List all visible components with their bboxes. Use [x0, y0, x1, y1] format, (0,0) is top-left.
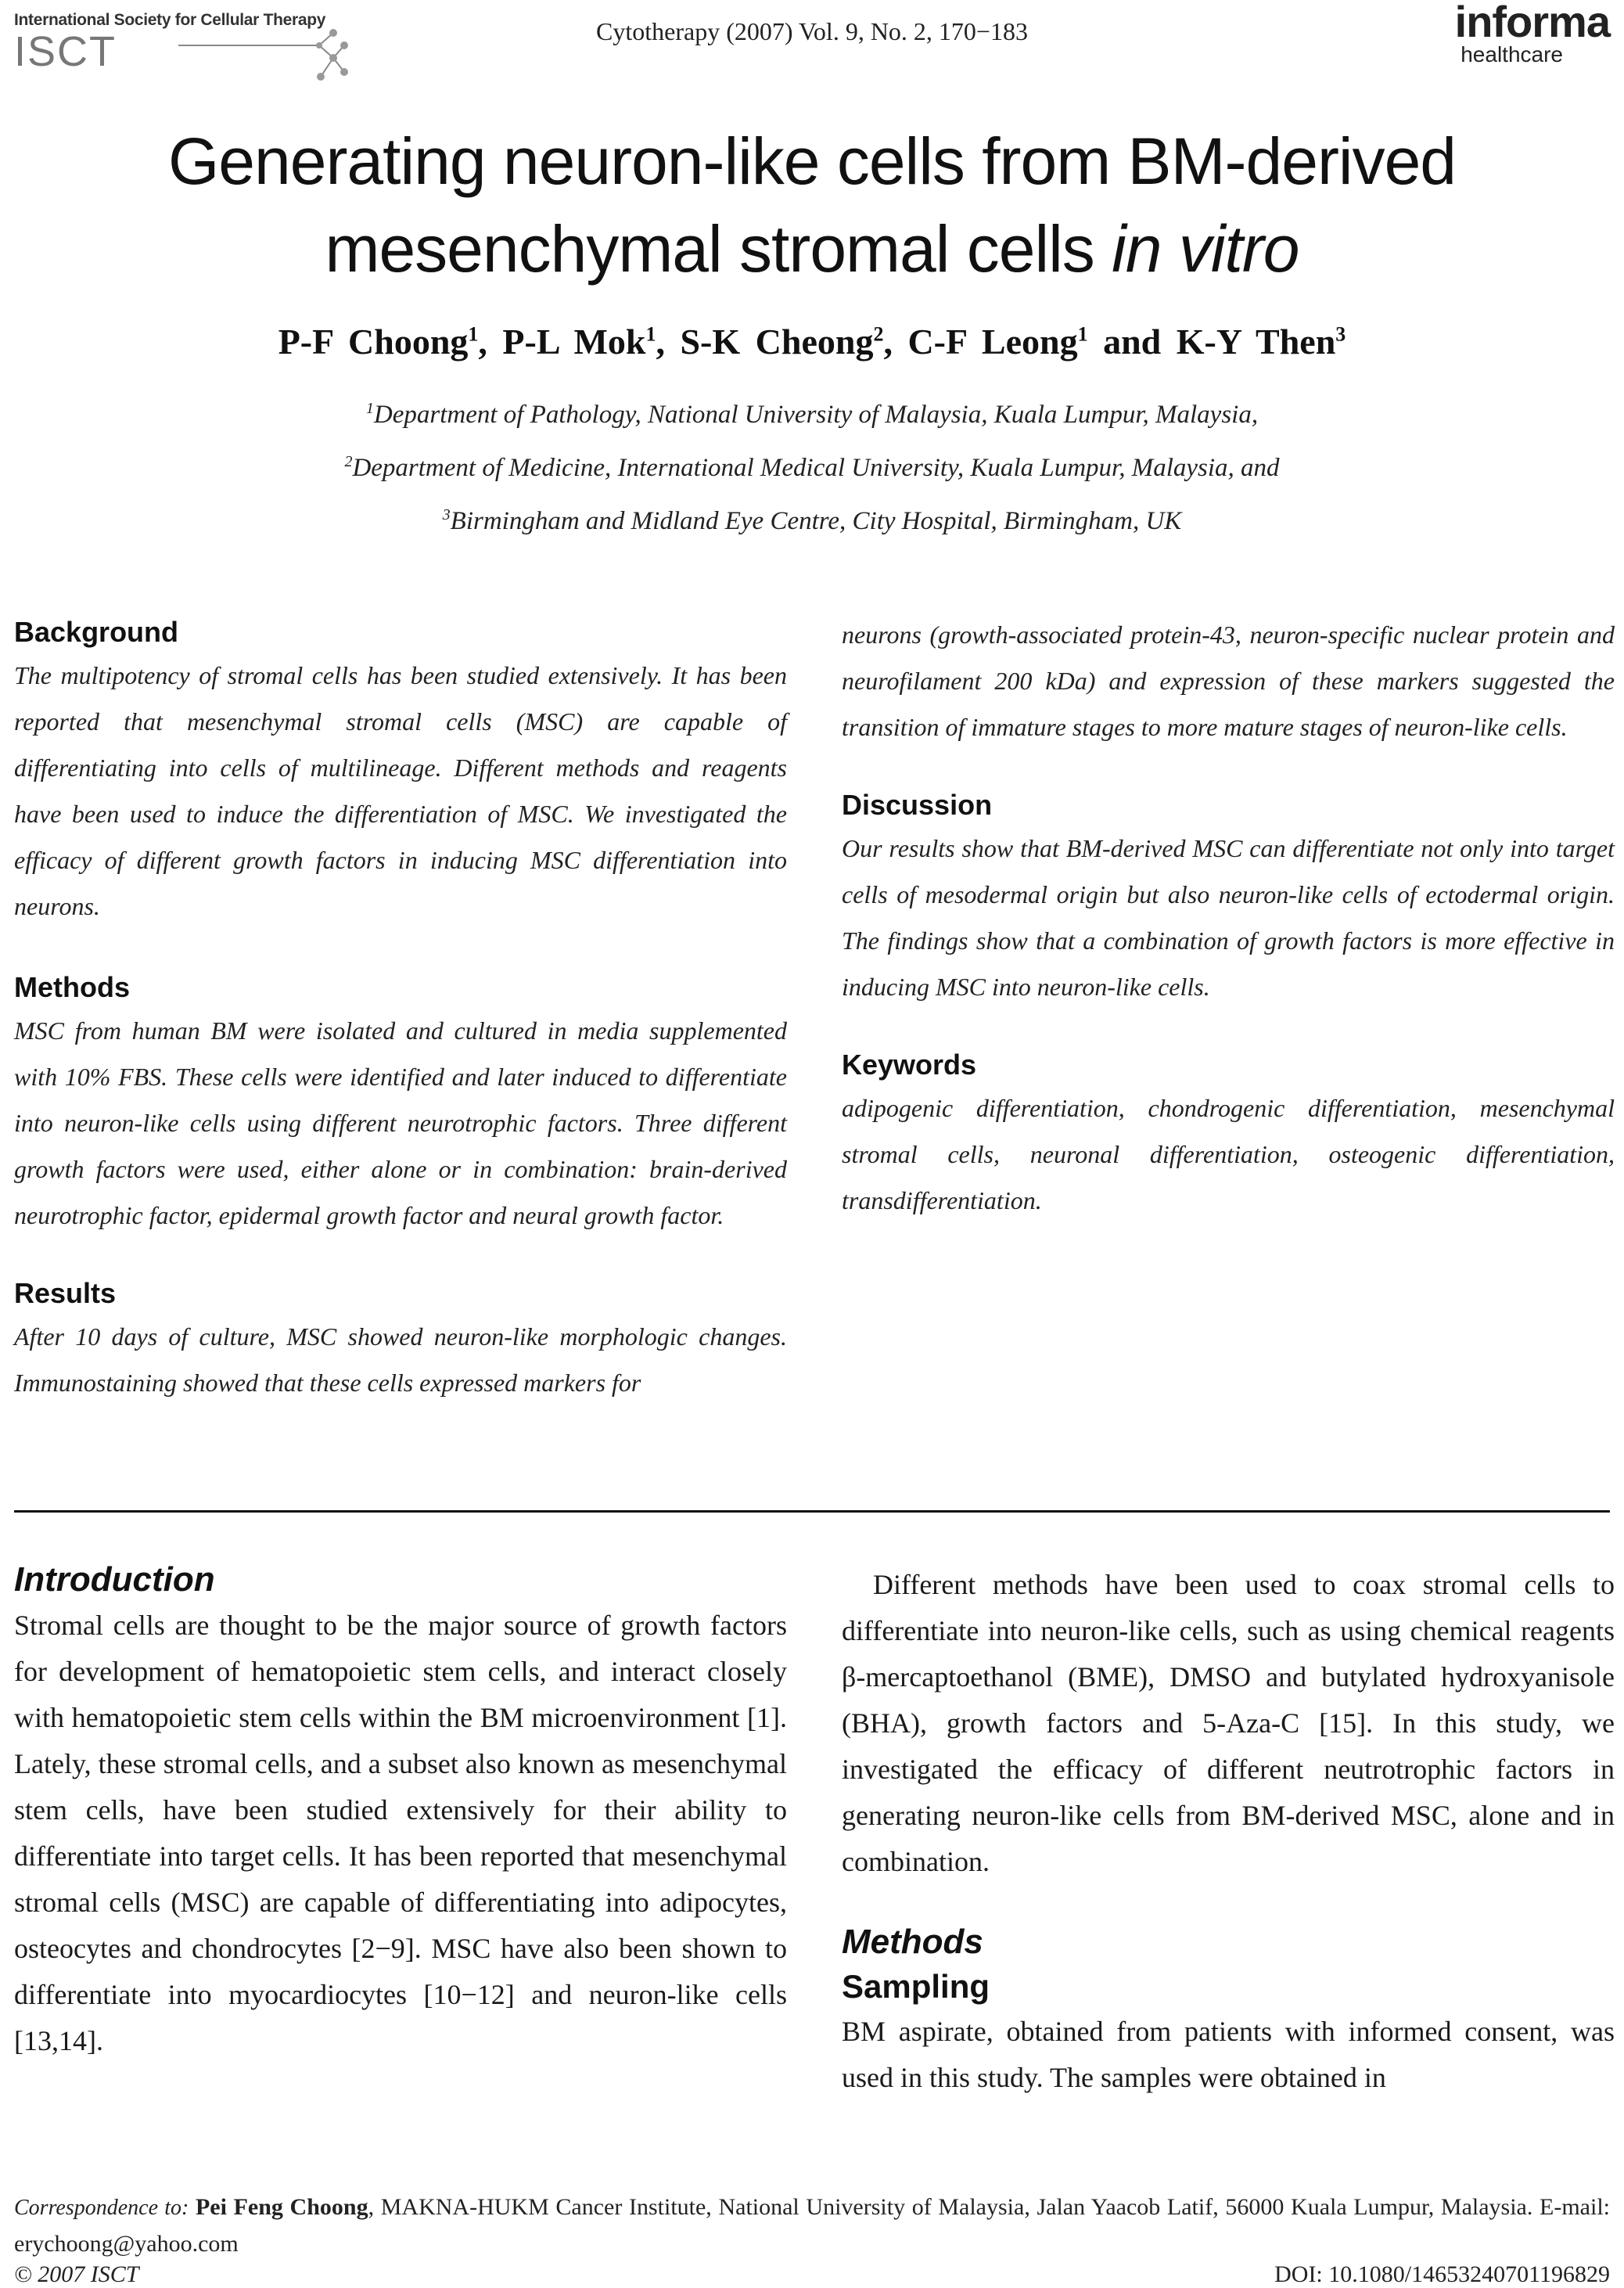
methods-heading: Methods: [842, 1923, 983, 1961]
society-acronym: ISCT: [14, 28, 117, 75]
author: C-F Leong: [907, 322, 1078, 362]
author-sep: ,: [478, 322, 503, 362]
publisher-name: informa: [1454, 0, 1610, 46]
copyright: © 2007 ISCT: [14, 2261, 139, 2287]
title-line-2-italic: in vitro: [1112, 212, 1299, 286]
affiliation-sup: 3: [442, 506, 451, 523]
publisher-logo: [1455, 0, 1610, 66]
author-affil: 2: [873, 322, 884, 346]
introduction-paragraph-1: Stromal cells are thought to be the major source of growth factors for development of hematopoietic stem cells, and interact closely with hematopoietic stem cells within the BM microenvironment [1]. Lately, these stromal cells, and a subset also known as mesenchymal stem cells, have been studied extensively for their ability to differentiate into target cells. It has been reported that mesenchymal stromal cells (MSC) are capable of differentiating into adipocytes, osteocytes and chondrocytes [2−9]. MSC have also been shown to differentiate into myocardiocytes [10−12] and neuron-like cells [13,14].: [14, 1610, 787, 2056]
author: P-L Mok: [502, 322, 646, 362]
abstract-discussion-text: Our results show that BM-derived MSC can differentiate not only into target cells of mesodermal origin but also neuron-like cells of ectodermal origin. The findings show that a combination of growth factors is more effective in inducing MSC into neuron-like cells.: [842, 834, 1615, 1001]
body-right-column: [842, 1562, 1615, 2101]
abstract-methods-heading: Methods: [14, 971, 130, 1003]
author-affil: 3: [1335, 322, 1346, 346]
author: K-Y Then: [1176, 322, 1336, 362]
abstract-methods-text: MSC from human BM were isolated and cultured in media supplemented with 10% FBS. These cells were identified and later induced to differentiate into neuron-like cells using different neurotrophic factors. Three different growth factors were used, either alone or in combination: brain-derived neurotrophic factor, epidermal growth factor and neural growth factor.: [14, 1016, 787, 1229]
abstract-discussion-heading: Discussion: [842, 789, 993, 821]
society-name: International Society for Cellular Therapy: [14, 11, 326, 29]
body-left-column: [14, 1557, 787, 2064]
author: S-K Cheong: [680, 322, 874, 362]
author-affil: 1: [1077, 322, 1088, 346]
correspondence-name: Pei Feng Choong: [195, 2194, 368, 2220]
title-line-1: Generating neuron-like cells from BM-derived: [167, 124, 1457, 198]
abstract-results-continued: neurons (growth-associated protein-43, neuron-specific nuclear protein and neurofilament 200 kDa) and expression of these markers suggested the transition of immature stages to more mature stages of neuron-like cells.: [842, 621, 1615, 741]
affiliation-sup: 1: [365, 400, 374, 417]
abstract-results-text: After 10 days of culture, MSC showed neuron-like morphologic changes. Immunostaining showed that these cells expressed markers for: [14, 1322, 787, 1397]
correspondence-details: , MAKNA-HUKM Cancer Institute, National University of Malaysia, Jalan Yaacob Latif, 56000 Kuala Lumpur, Malaysia. E-mail: erychoong@yahoo.com: [14, 2194, 1610, 2257]
author-list: [0, 321, 1624, 362]
abstract-background-heading: Background: [14, 616, 179, 648]
publisher-sub: healthcare: [1461, 42, 1563, 67]
author-sep: ,: [883, 322, 908, 362]
affiliations: [0, 385, 1624, 545]
abstract-left-column: [14, 612, 787, 1406]
author-and: and: [1087, 322, 1177, 362]
title-line-2-main: mesenchymal stromal cells: [325, 212, 1112, 286]
introduction-paragraph-2: Different methods have been used to coax stromal cells to differentiate into neuron-like cells, such as using chemical reagents β-mercaptoethanol (BME), DMSO and butylated hydroxyanisole (BHA), growth factors and 5-Aza-C [15]. In this study, we investigated the efficacy of different neutrotrophic factors in generating neuron-like cells from BM-derived MSC, alone and in combination.: [842, 1569, 1615, 1877]
affiliation-text: Department of Pathology, National University of Malaysia, Kuala Lumpur, Malaysia,: [373, 401, 1259, 429]
paper-title: [47, 117, 1577, 293]
author-affil: 1: [468, 322, 479, 346]
introduction-heading: Introduction: [14, 1560, 215, 1599]
sampling-paragraph: BM aspirate, obtained from patients with informed consent, was used in this study. The samples were obtained in: [842, 2016, 1615, 2093]
affiliation: [0, 491, 1624, 545]
author: P-F Choong: [278, 322, 469, 362]
sampling-subheading: Sampling: [842, 1968, 990, 2005]
journal-reference: Cytotherapy (2007) Vol. 9, No. 2, 170−183: [596, 17, 1028, 45]
abstract-right-column: [842, 612, 1615, 1224]
affiliation-sup: 2: [344, 453, 353, 470]
doi: DOI: 10.1080/14653240701196829: [1274, 2261, 1610, 2287]
title-line-2: [47, 205, 1577, 293]
author-affil: 1: [645, 322, 656, 346]
correspondence-note: [14, 2189, 1610, 2262]
abstract-results-heading: Results: [14, 1277, 117, 1309]
affiliation-text: Department of Medicine, International Medical University, Kuala Lumpur, Malaysia, and: [352, 454, 1280, 482]
abstract-keywords-text: adipogenic differentiation, chondrogenic differentiation, mesenchymal stromal cells, neuronal differentiation, osteogenic differentiation, transdifferentiation.: [842, 1094, 1615, 1214]
affiliation: [0, 385, 1624, 438]
author-sep: ,: [656, 322, 681, 362]
abstract-background-text: The multipotency of stromal cells has been studied extensively. It has been reported that mesenchymal stromal cells (MSC) are capable of differentiating into cells of multilineage. Different methods and reagents have been used to induce the differentiation of MSC. We investigated the efficacy of different growth factors in inducing MSC differentiation into neurons.: [14, 661, 787, 920]
correspondence-label: Correspondence to:: [14, 2196, 189, 2220]
affiliation: [0, 438, 1624, 491]
affiliation-text: Birmingham and Midland Eye Centre, City Hospital, Birmingham, UK: [450, 507, 1182, 535]
abstract-keywords-heading: Keywords: [842, 1049, 977, 1081]
section-divider: [14, 1510, 1610, 1513]
